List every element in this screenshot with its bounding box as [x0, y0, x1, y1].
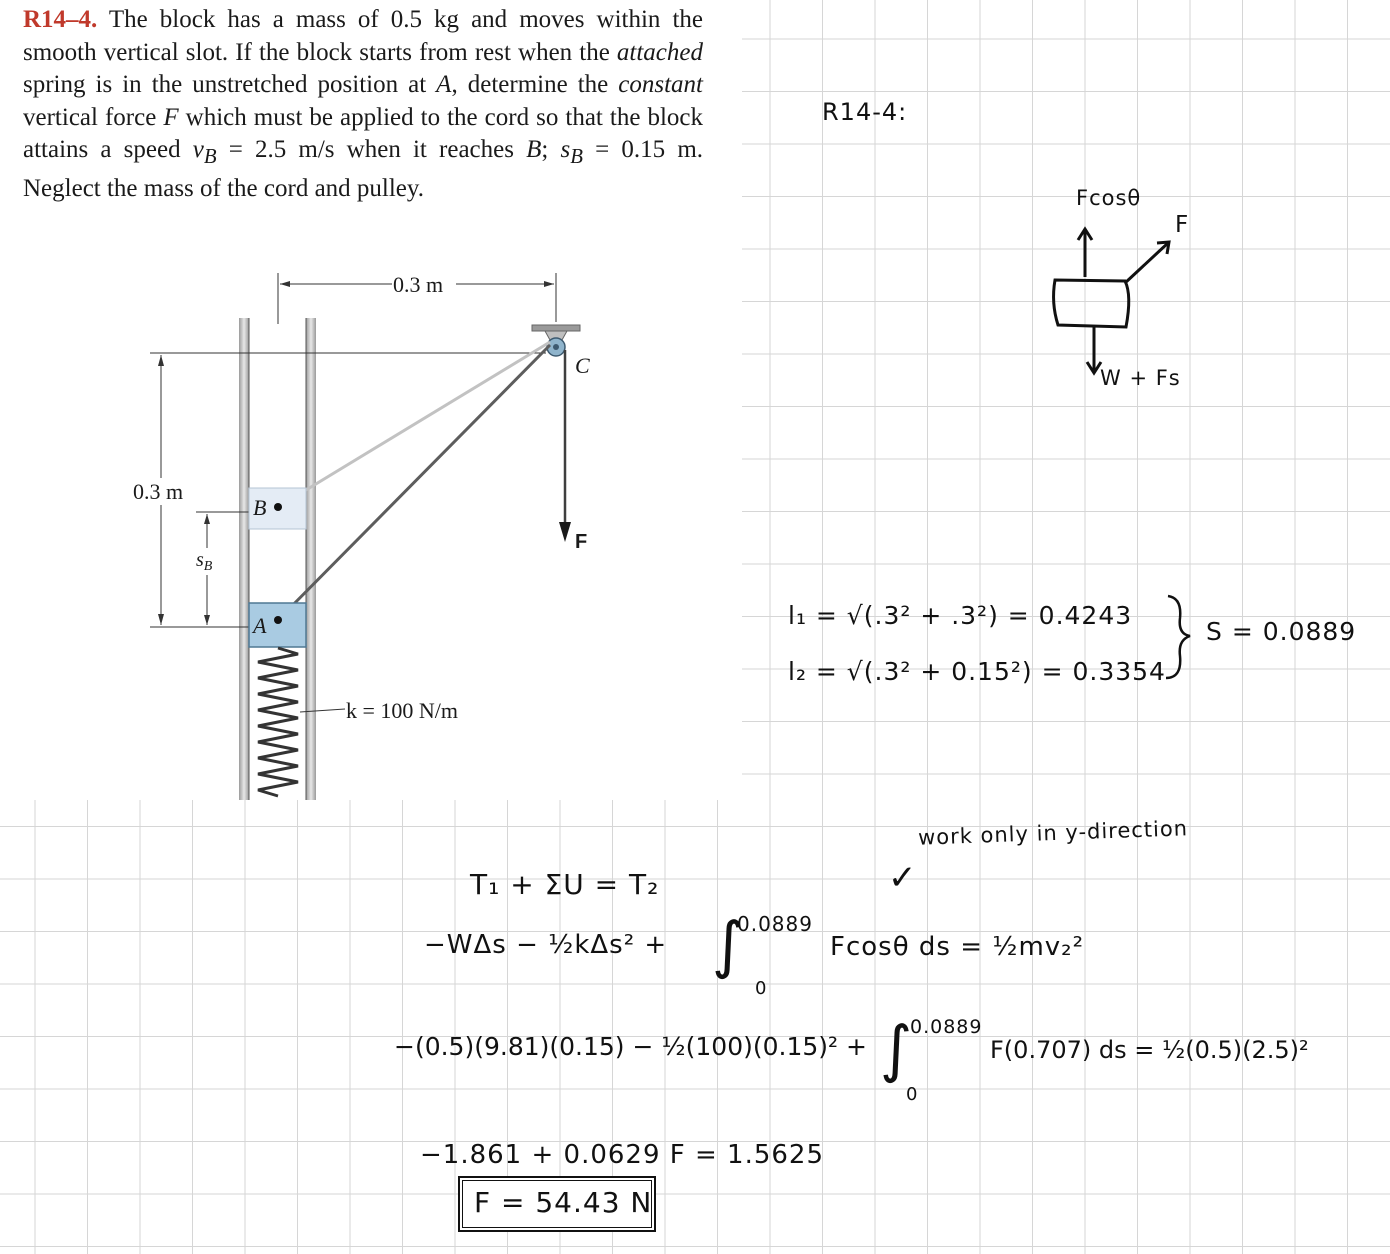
integral-lower-1: 0 [755, 978, 768, 999]
slot-left-rail [239, 318, 249, 800]
problem-number: R14–4. [23, 6, 98, 33]
s-result: S = 0.0889 [1206, 617, 1357, 646]
problem-panel [0, 0, 742, 800]
label-f: F [575, 531, 588, 553]
fbd-fcos-label: Fcosθ [1076, 186, 1142, 210]
final-answer: F = 54.43 N [474, 1186, 653, 1219]
problem-text-run: The block has a mass of 0.5 kg and moves within the smooth vertical slot. If the block starts from rest when the [23, 6, 703, 66]
label-c: C [575, 353, 590, 378]
length-l2: l₂ = √(.3² + 0.15²) = 0.3354 [788, 657, 1166, 686]
notes-heading: R14-4: [822, 98, 908, 126]
slot-right-rail [306, 318, 316, 800]
integral-upper-2: 0.0889 [910, 1016, 983, 1038]
equation-2-left: −WΔs − ½kΔs² + [424, 930, 668, 960]
equation-2-right: Fcosθ ds = ½mv₂² [830, 932, 1084, 962]
problem-text-run: = 2.5 m/s when it reaches [216, 136, 527, 163]
problem-text-run: vertical force [23, 103, 164, 131]
problem-text-run: s [560, 136, 571, 163]
spring-label: k = 100 N/m [346, 698, 459, 723]
dim-sb-sub: B [203, 559, 213, 574]
work-note: work only in y-direction [917, 816, 1189, 850]
fbd-w-label: W + Fs [1100, 366, 1181, 390]
integral-upper-1: 0.0889 [737, 912, 813, 936]
label-a: A [253, 613, 267, 638]
length-l1: l₁ = √(.3² + .3²) = 0.4243 [788, 601, 1133, 630]
problem-text-run: A [436, 71, 452, 98]
svg-text:sB [196, 549, 213, 574]
energy-equation: T₁ + ΣU = T₂ [470, 868, 660, 901]
problem-text-run: ; [541, 136, 561, 163]
equation-3-left: −(0.5)(9.81)(0.15) − ½(100)(0.15)² + [394, 1032, 867, 1061]
problem-text-run: which must be applied to the cord so that the block attains a speed [23, 103, 703, 163]
label-b: B [253, 495, 267, 520]
problem-text-run: B [570, 144, 583, 168]
integral-sign-2: ∫ [880, 1012, 914, 1085]
problem-text-run: = 0.15 m. Neglect the mass of the cord and pulley. [23, 136, 704, 202]
problem-text-run: spring is in the unstretched position at [23, 71, 437, 98]
figure [0, 0, 742, 800]
fbd-f-label: F [1175, 212, 1190, 238]
dim-horizontal: 0.3 m [393, 272, 444, 297]
problem-text-run: v [192, 136, 204, 163]
problem-text-run: , determine the [451, 71, 619, 98]
integral-sign-1: ∫ [712, 908, 746, 981]
problem-text-run: B [526, 136, 542, 163]
problem-text-run: B [203, 144, 217, 168]
dim-sb: s [196, 549, 204, 571]
brace [1160, 590, 1200, 685]
equation-4: −1.861 + 0.0629 F = 1.5625 [420, 1140, 825, 1170]
integral-lower-2: 0 [906, 1084, 919, 1105]
dim-vertical: 0.3 m [133, 479, 184, 504]
check-mark: ✓ [888, 858, 918, 898]
problem-text-run: attached [616, 38, 703, 66]
equation-3-right: F(0.707) ds = ½(0.5)(2.5)² [990, 1036, 1309, 1064]
problem-text-run: F [163, 103, 179, 131]
problem-text-run: constant [618, 71, 703, 98]
